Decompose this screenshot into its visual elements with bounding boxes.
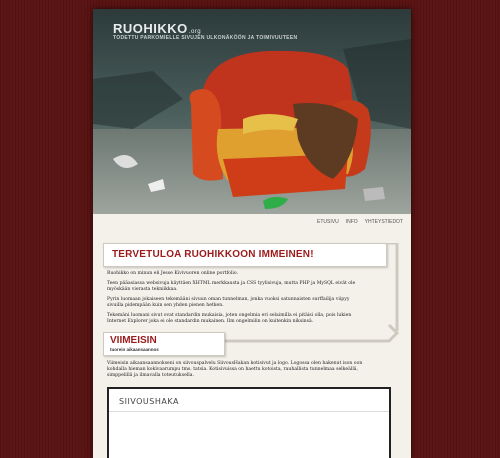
header-banner: [93, 9, 411, 214]
section-arrow: [221, 321, 401, 343]
nav-item-etusivu[interactable]: ETUSIVU: [317, 219, 339, 225]
latest-paragraph: Viimeisin aikaansaannokseni on siivouspalvelu SiivousHakan kotisivut ja logo. Logossa olen hakenut ison oon kohdalla hieman kokivaarumpu tms. tatsia. Kotisivuissa on haettu kotoista, rauhallista tunnelmaa selkeällä, simppelillä ja ilmavalla toteutuksella.: [107, 361, 363, 378]
latest-content: [107, 361, 379, 383]
ribbon-connector: [385, 243, 405, 333]
nav-item-yhteystiedot[interactable]: YHTEYSTIEDOT: [364, 219, 403, 225]
welcome-heading: TERVETULOA RUOHIKKOON IMMEINEN!: [112, 249, 314, 260]
latest-heading-ribbon: [103, 332, 225, 356]
preview-divider: [109, 411, 389, 412]
welcome-paragraph: Ruohikko on minun eli Jesse Kivivuoren online portfolio.: [107, 271, 239, 276]
nav-item-info[interactable]: INFO: [345, 219, 358, 225]
logo-text: RUOHIKKO: [113, 21, 188, 36]
main-nav: [317, 219, 403, 225]
preview-brand: SIIVOUSHAKA: [119, 397, 179, 406]
logo-tld: .org: [188, 29, 202, 35]
site-tagline: TODETTU PARKOMIELLE SIVUJEN ULKONÄKÖÖN JA TOIMIVUUTEEN: [113, 35, 298, 41]
latest-heading: VIIMEISIN: [110, 335, 157, 346]
welcome-paragraph: Pyrin luomaan jokaiseen tekemääni sivuun oman tunnelman, jonka vuoksi satunnaisten surffailija viipyy sivuilla pidempään kuin sen yhden pienen hetken.: [107, 297, 350, 309]
welcome-paragraph: Tekemäni luomani sivut ovat standardin mukaisia, joten ongelmia eri selaimilla ei pitäisi olla, pois lukien Internet Explorer joka ei ole standardin mukainen. Ilm ongelmilin on kuitenkin niksinsä.: [107, 313, 352, 325]
latest-work-preview[interactable]: [107, 387, 391, 458]
site-logo[interactable]: [113, 21, 201, 36]
welcome-paragraph: Teen pääasiassa websivuja käyttäen XHTML merkkausta ja CSS tyylisivuja, mutta PHP ja MySQL eivät ole myöskään vierasta tekniikkaa.: [107, 281, 356, 293]
page-container: [93, 9, 411, 458]
welcome-heading-ribbon: [103, 243, 387, 267]
latest-subheading: tuorein aikaansaannos: [110, 347, 159, 352]
